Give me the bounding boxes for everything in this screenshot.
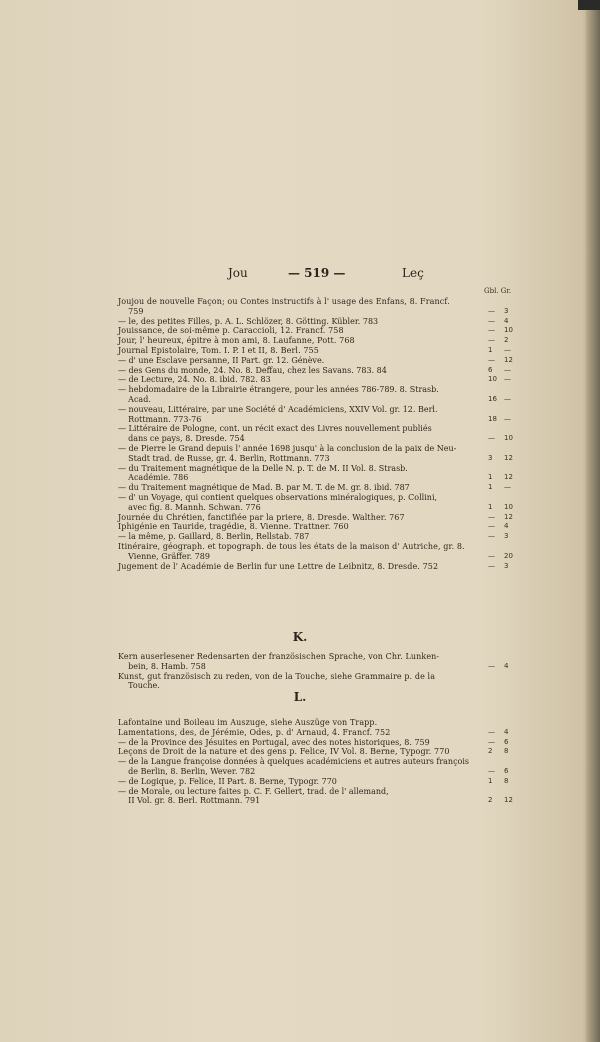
price-gulden: 18 <box>488 414 497 423</box>
index-entry <box>118 473 518 483</box>
header-left-word: Jou <box>228 266 248 280</box>
entry-text: 759 <box>118 306 144 316</box>
index-entry <box>118 796 518 806</box>
index-entry <box>118 503 518 513</box>
price-groschen: 12 <box>504 355 513 364</box>
price-groschen: 2 <box>504 336 509 345</box>
index-entry <box>118 652 518 662</box>
entry-text: Rottmann. 773-76 <box>118 414 202 424</box>
index-entry <box>118 718 518 728</box>
entry-text: — du Traitement magnétique de Mad. B. par M. T. de M. gr. 8. ibid. 787 <box>118 483 410 493</box>
index-entry <box>118 405 518 415</box>
price-gulden: — <box>488 661 495 670</box>
entry-text: avec fig. 8. Mannh. Schwan. 776 <box>118 502 261 512</box>
entry-text: Journée du Chrétien, fanctifiée par la priere, 8. Dresde. Walther. 767 <box>118 512 405 522</box>
entry-text: Académie. 786 <box>118 473 189 483</box>
price-groschen: 4 <box>504 316 509 325</box>
index-entry <box>118 552 518 562</box>
price-gulden: 6 <box>488 365 493 374</box>
price-groschen: 12 <box>504 796 513 805</box>
price-groschen: — <box>504 483 511 492</box>
index-entry <box>118 356 518 366</box>
price-gulden: 16 <box>488 394 497 403</box>
index-entry <box>118 747 518 757</box>
price-groschen: — <box>504 345 511 354</box>
price-gulden: — <box>488 434 495 443</box>
entry-text: Jugement de l' Académie de Berlin fur une Lettre de Leibnitz, 8. Dresde. 752 <box>118 561 439 571</box>
price-gulden: — <box>488 727 495 736</box>
price-gulden: — <box>488 316 495 325</box>
price-groschen: 20 <box>504 551 513 560</box>
page-number: — 519 — <box>288 266 346 280</box>
price-groschen: 12 <box>504 512 513 521</box>
price-gulden: — <box>488 561 495 570</box>
price-groschen: 8 <box>504 747 509 756</box>
price-gulden: — <box>488 522 495 531</box>
index-entry <box>118 542 518 552</box>
price-groschen: 3 <box>504 561 509 570</box>
entry-text: — nouveau, Littéraire, par une Société d' Académiciens, XXIV Vol. gr. 12. Berl. <box>118 404 438 414</box>
price-gulden: — <box>488 532 495 541</box>
index-entry <box>118 297 518 307</box>
page-edge-shadow <box>586 0 600 1042</box>
price-groschen: 6 <box>504 737 509 746</box>
index-entry <box>118 513 518 523</box>
entry-text: bein, 8. Hamb. 758 <box>118 661 206 671</box>
entry-text: Vienne, Gräffer. 789 <box>118 551 210 561</box>
entry-text: — du Traitement magnétique de la Delle N. p. T. de M. II Vol. 8. Strasb. <box>118 463 408 473</box>
price-groschen: 3 <box>504 532 509 541</box>
price-groschen: 10 <box>504 502 513 511</box>
index-entry <box>118 522 518 532</box>
index-entry <box>118 395 518 405</box>
entry-text: — de Morale, ou lecture faites p. C. F. Gellert, trad. de l' allemand, <box>118 786 389 796</box>
index-entry <box>118 375 518 385</box>
entry-text: — de Lecture, 24. No. 8. ibid. 782. 83 <box>118 375 271 385</box>
section-letter-l: L. <box>293 690 307 704</box>
price-gulden: 1 <box>488 473 493 482</box>
price-gulden: — <box>488 551 495 560</box>
entry-text: Iphigénie en Tauride, tragédie, 8. Vienne. Trattner. 760 <box>118 522 349 532</box>
price-groschen: 10 <box>504 434 513 443</box>
entry-text: — le, des petites Filles, p. A. L. Schlözer, 8. Götting. Kübler. 783 <box>118 316 379 326</box>
index-entry <box>118 532 518 542</box>
entry-text: Joujou de nouvelle Façon; ou Contes instructifs à l' usage des Enfans, 8. Francf. <box>118 297 450 306</box>
index-entry <box>118 346 518 356</box>
index-entry <box>118 562 518 572</box>
price-groschen: 4 <box>504 661 509 670</box>
entry-text: II Vol. gr. 8. Berl. Rottmann. 791 <box>118 796 261 806</box>
price-gulden: — <box>488 512 495 521</box>
entry-text: — de Logique, p. Felice, II Part. 8. Berne, Typogr. 770 <box>118 776 337 786</box>
index-entry <box>118 483 518 493</box>
entry-text: Itinéraire, géograph. et topograph. de tous les états de la maison d' Autriche, gr. 8. <box>118 541 465 551</box>
price-column-header: Gbl. Gr. <box>484 287 512 295</box>
running-header <box>0 266 600 286</box>
price-groschen: 10 <box>504 326 513 335</box>
index-entry <box>118 757 518 767</box>
index-entry <box>118 672 518 682</box>
price-gulden: 1 <box>488 483 493 492</box>
price-groschen: 6 <box>504 766 509 775</box>
section-k-entries <box>118 652 518 691</box>
entry-text: Jouissance, de soi-même p. Caraccioli, 12. Francf. 758 <box>118 326 344 336</box>
price-groschen: — <box>504 394 511 403</box>
price-groschen: 8 <box>504 776 509 785</box>
price-gulden: — <box>488 306 495 315</box>
corner-shadow <box>578 0 600 10</box>
entry-text: — d' une Esclave persanne, II Part. gr. 12. Génève. <box>118 355 325 365</box>
index-entry <box>118 738 518 748</box>
price-gulden: 2 <box>488 796 493 805</box>
price-gulden: 1 <box>488 502 493 511</box>
index-entry <box>118 777 518 787</box>
index-entry <box>118 787 518 797</box>
section-j-entries <box>118 297 518 571</box>
entry-text: Stadt trad. de Russe, gr. 4. Berlin, Rottmann. 773 <box>118 453 330 463</box>
price-groschen: 4 <box>504 522 509 531</box>
entry-text: — des Gens du monde, 24. No. 8. Deffau, chez les Savans. 783. 84 <box>118 365 387 375</box>
index-entry <box>118 434 518 444</box>
entry-text: Leçons de Droit de la nature et des gens p. Felice, IV Vol. 8. Berne, Typogr. 770 <box>118 747 450 757</box>
price-gulden: — <box>488 766 495 775</box>
index-entry <box>118 307 518 317</box>
price-groschen: — <box>504 375 511 384</box>
price-groschen: 4 <box>504 727 509 736</box>
header-right-word: Leç <box>402 266 424 280</box>
entry-text: — de la Province des Jésuites en Portugal, avec des notes historiques, 8. 759 <box>118 737 430 747</box>
price-gulden: 2 <box>488 747 493 756</box>
price-gulden: — <box>488 355 495 364</box>
entry-text: — hebdomadaire de la Librairie étrangere, pour les années 786-789. 8. Strasb. <box>118 385 439 395</box>
price-groschen: — <box>504 365 511 374</box>
entry-text: — de la Langue françoise données à quelques académiciens et autres auteurs françois <box>118 757 470 767</box>
price-gulden: — <box>488 737 495 746</box>
index-entry <box>118 454 518 464</box>
entry-text: Kern auserlesener Redensarten der französischen Sprache, von Chr. Lunken- <box>118 652 440 661</box>
price-gulden: 1 <box>488 345 493 354</box>
price-gulden: 1 <box>488 776 493 785</box>
index-entry <box>118 444 518 454</box>
index-entry <box>118 415 518 425</box>
entry-text: Jour, l' heureux, épitre à mon ami, 8. Laufanne, Pott. 768 <box>118 336 355 346</box>
price-gulden: — <box>488 336 495 345</box>
entry-text: Lamentations, des, de Jérémie, Odes, p. d' Arnaud, 4. Francf. 752 <box>118 727 391 737</box>
entry-text: — la même, p. Gaillard, 8. Berlin, Rellstab. 787 <box>118 532 310 542</box>
section-l-entries <box>118 718 518 806</box>
price-groschen: 12 <box>504 473 513 482</box>
index-entry <box>118 317 518 327</box>
index-entry <box>118 493 518 503</box>
entry-text: Kunst, gut französisch zu reden, von de la Touche, siehe Grammaire p. de la <box>118 671 436 681</box>
price-groschen: — <box>504 414 511 423</box>
entry-text: dans ce pays, 8. Dresde. 754 <box>118 434 245 444</box>
index-entry <box>118 728 518 738</box>
entry-text: Touche. <box>118 681 160 691</box>
price-gulden: 10 <box>488 375 497 384</box>
entry-text: — de Pierre le Grand depuis l' année 1698 jusqu' à la conclusion de la paix de Neu- <box>118 443 457 453</box>
index-entry <box>118 366 518 376</box>
price-groschen: 3 <box>504 306 509 315</box>
price-gulden: — <box>488 326 495 335</box>
index-entry <box>118 464 518 474</box>
entry-text: Acad. <box>118 394 151 404</box>
index-entry <box>118 326 518 336</box>
entry-text: Journal Epistolaire, Tom. I. P. I et II, 8. Berl. 755 <box>118 345 319 355</box>
index-entry <box>118 385 518 395</box>
price-gulden: 3 <box>488 453 493 462</box>
index-entry <box>118 424 518 434</box>
entry-text: — Littéraire de Pologne, cont. un récit exact des Livres nouvellement publiés <box>118 424 432 434</box>
price-groschen: 12 <box>504 453 513 462</box>
section-letter-k: K. <box>292 630 308 644</box>
index-entry <box>118 767 518 777</box>
entry-text: Lafontaine und Boileau im Auszuge, siehe Auszüge von Trapp. <box>118 718 378 727</box>
entry-text: de Berlin, 8. Berlin, Wever. 782 <box>118 766 256 776</box>
index-entry <box>118 336 518 346</box>
index-entry <box>118 662 518 672</box>
entry-text: — d' un Voyage, qui contient quelques observations minéralogiques, p. Collini, <box>118 492 438 502</box>
